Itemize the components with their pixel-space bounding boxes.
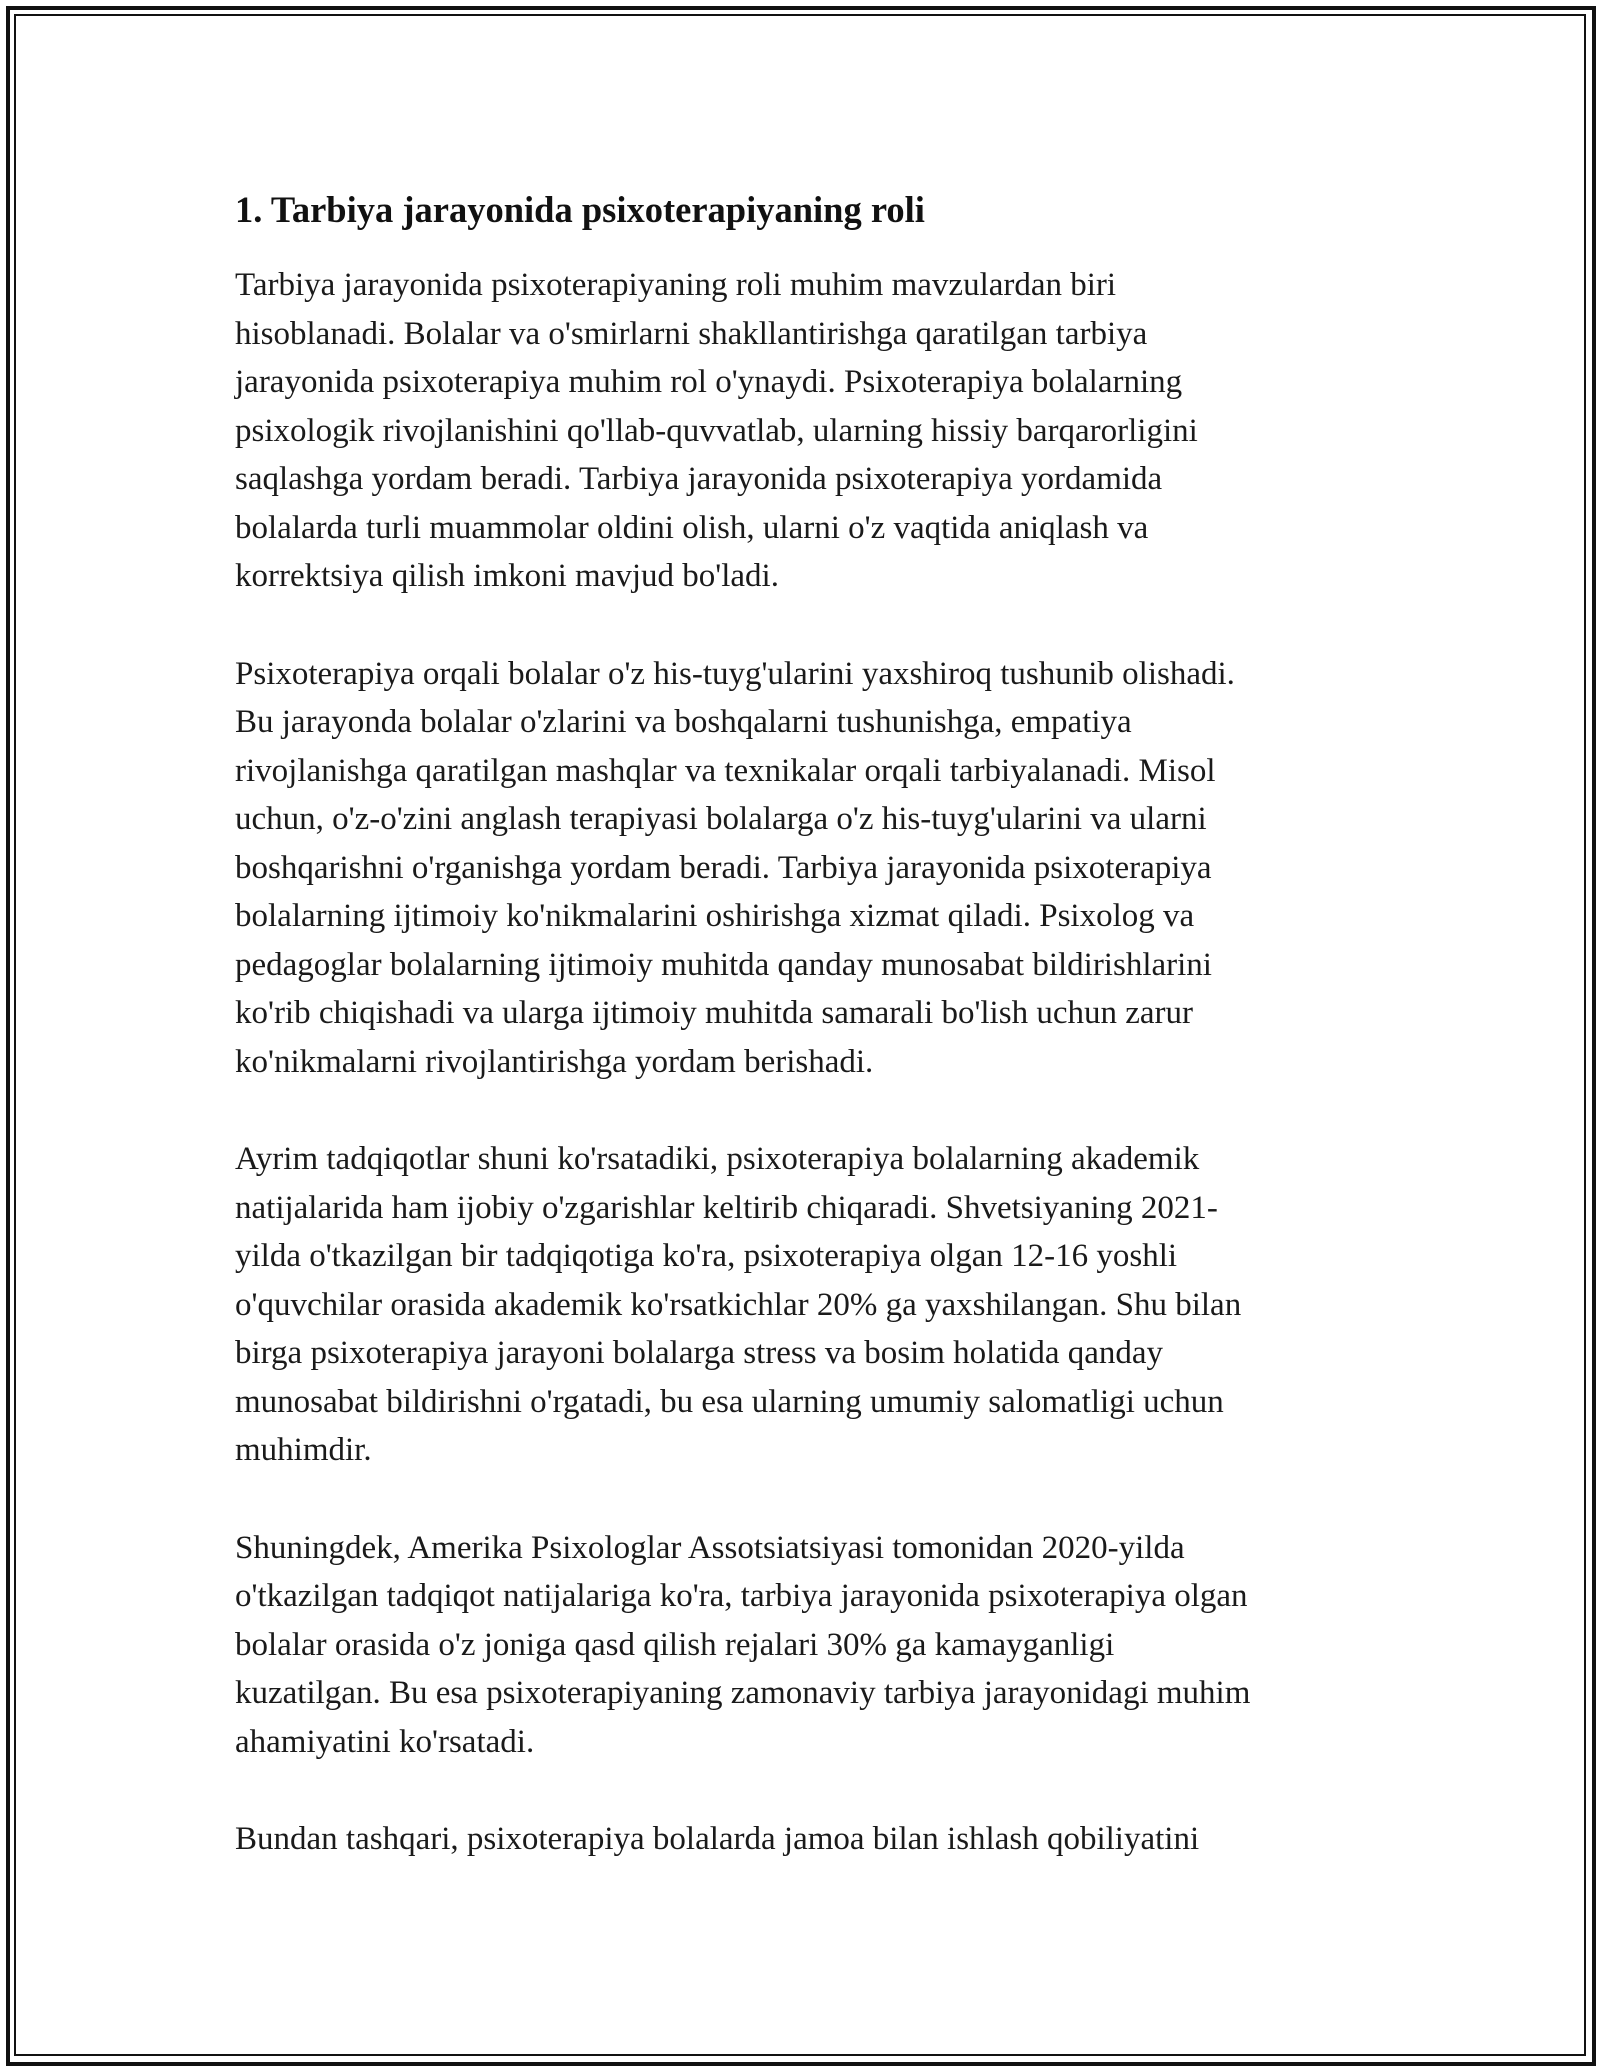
text-line: hisoblanadi. Bolalar va o'smirlarni shakllantirishga qaratilgan tarbiya xyxy=(235,315,1148,352)
body-paragraph xyxy=(235,261,1375,601)
text-line: pedagoglar bolalarning ijtimoiy muhitda qanday munosabat bildirishlarini xyxy=(235,946,1212,983)
text-line: Ayrim tadqiqotlar shuni ko'rsatadiki, psixoterapiya bolalarning akademik xyxy=(235,1141,1200,1178)
paragraph-list xyxy=(235,261,1375,1864)
text-line: uchun, o'z-o'zini anglash terapiyasi bolalarga o'z his-tuyg'ularini va ularni xyxy=(235,801,1207,838)
text-line: Bundan tashqari, psixoterapiya bolalarda jamoa bilan ishlash qobiliyatini xyxy=(235,1821,1200,1858)
text-line: bolalar orasida o'z joniga qasd qilish rejalari 30% ga kamayganligi xyxy=(235,1626,1115,1663)
text-line: yilda o'tkazilgan bir tadqiqotiga ko'ra, psixoterapiya olgan 12-16 yoshli xyxy=(235,1238,1178,1275)
body-paragraph xyxy=(235,1524,1375,1767)
text-line: saqlashga yordam beradi. Tarbiya jarayonida psixoterapiya yordamida xyxy=(235,461,1163,498)
text-line: o'quvchilar orasida akademik ko'rsatkichlar 20% ga yaxshilangan. Shu bilan xyxy=(235,1286,1242,1323)
text-line: Shuningdek, Amerika Psixologlar Assotsiatsiyasi tomonidan 2020-yilda xyxy=(235,1529,1185,1566)
text-line: Bu jarayonda bolalar o'zlarini va boshqalarni tushunishga, empatiya xyxy=(235,704,1132,741)
text-line: muhimdir. xyxy=(235,1432,372,1469)
body-paragraph xyxy=(235,1135,1375,1475)
text-line: Psixoterapiya orqali bolalar o'z his-tuyg'ularini yaxshiroq tushunib olishadi. xyxy=(235,655,1235,692)
text-line: psixologik rivojlanishini qo'llab-quvvatlab, ularning hissiy barqarorligini xyxy=(235,412,1198,449)
document-body xyxy=(235,186,1375,1913)
text-line: ko'nikmalarni rivojlantirishga yordam berishadi. xyxy=(235,1043,874,1080)
text-line: ko'rib chiqishadi va ularga ijtimoiy muhitda samarali bo'lish uchun zarur xyxy=(235,995,1193,1032)
section-heading: 1. Tarbiya jarayonida psixoterapiyaning roli xyxy=(235,189,925,230)
text-line: korrektsiya qilish imkoni mavjud bo'ladi. xyxy=(235,558,779,595)
text-line: munosabat bildirishni o'rgatadi, bu esa ularning umumiy salomatligi uchun xyxy=(235,1383,1224,1420)
text-line: jarayonida psixoterapiya muhim rol o'ynaydi. Psixoterapiya bolalarning xyxy=(235,364,1183,401)
text-line: boshqarishni o'rganishga yordam beradi. Tarbiya jarayonida psixoterapiya xyxy=(235,849,1212,886)
text-line: Tarbiya jarayonida psixoterapiyaning roli muhim mavzulardan biri xyxy=(235,267,1117,304)
text-line: bolalarda turli muammolar oldini olish, ularni o'z vaqtida aniqlash va xyxy=(235,509,1149,546)
text-line: natijalarida ham ijobiy o'zgarishlar keltirib chiqaradi. Shvetsiyaning 2021- xyxy=(235,1189,1218,1226)
text-line: rivojlanishga qaratilgan mashqlar va texnikalar orqali tarbiyalanadi. Misol xyxy=(235,752,1216,789)
text-line: ahamiyatini ko'rsatadi. xyxy=(235,1723,535,1760)
text-line: bolalarning ijtimoiy ko'nikmalarini oshirishga xizmat qiladi. Psixolog va xyxy=(235,898,1195,935)
text-line: birga psixoterapiya jarayoni bolalarga stress va bosim holatida qanday xyxy=(235,1335,1164,1372)
body-paragraph xyxy=(235,1815,1375,1864)
body-paragraph xyxy=(235,650,1375,1087)
text-line: kuzatilgan. Bu esa psixoterapiyaning zamonaviy tarbiya jarayonidagi muhim xyxy=(235,1675,1251,1712)
text-line: o'tkazilgan tadqiqot natijalariga ko'ra, tarbiya jarayonida psixoterapiya olgan xyxy=(235,1578,1248,1615)
